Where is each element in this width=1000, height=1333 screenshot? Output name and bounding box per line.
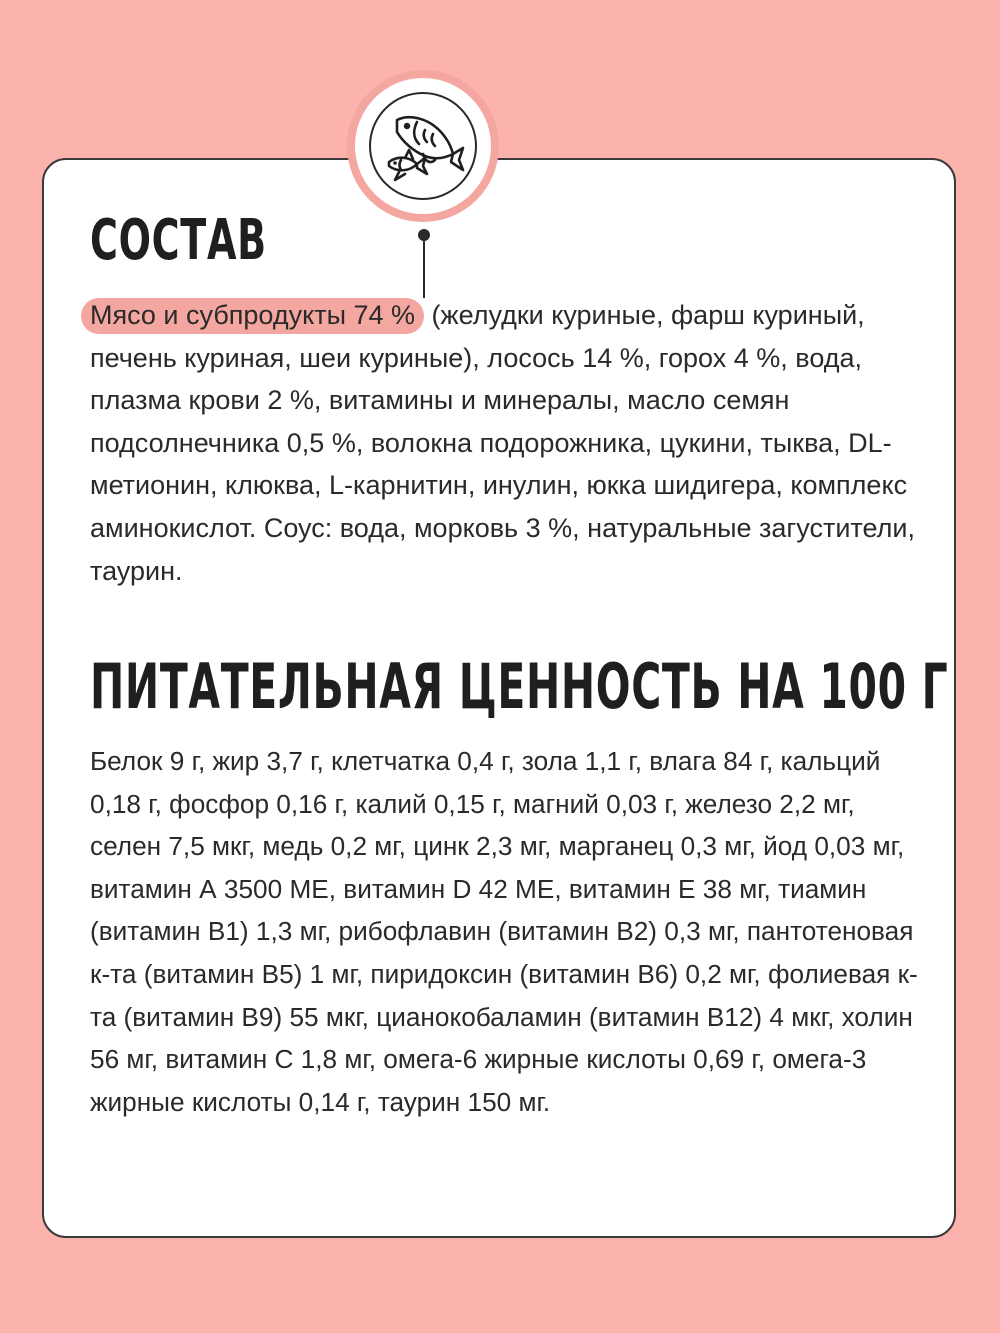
composition-title: СОСТАВ: [90, 208, 267, 273]
nutrition-text: Белок 9 г, жир 3,7 г, клетчатка 0,4 г, зола 1,1 г, влага 84 г, кальций 0,18 г, фосфор 0,16 г, калий 0,15 г, магний 0,03 г, железо 2,2 мг, селен 7,5 мкг, медь 0,2 мг, цинк 2,3 мг, марганец 0,3 мг, йод 0,03 мг, витамин А 3500 МЕ, витамин D 42 МЕ, витамин Е 38 мг, тиамин (витамин B1) 1,3 мг, рибофлавин (витамин B2) 0,3 мг, пантотеновая к-та (витамин B5) 1 мг, пиридоксин (витамин B6) 0,2 мг, фолиевая к-та (витамин B9) 55 мкг, цианокобаламин (витамин B12) 4 мкг, холин 56 мг, витамин С 1,8 мг, омега-6 жирные кислоты 0,69 г, омега-3 жирные кислоты 0,14 г, таурин 150 мг.: [90, 746, 918, 1117]
composition-highlight: Мясо и субпродукты 74 %: [81, 298, 424, 334]
fish-icon: [379, 104, 467, 192]
composition-body: (желудки куриные, фарш куриный, печень куриная, шеи куриные), лосось 14 %, горох 4 %, вода, плазма крови 2 %, витамины и минералы, масло семян подсолнечника 0,5 %, волокна подорожника, цукини, тыква, DL-метионин, клюква, L-карнитин, инулин, юкка шидигера, комплекс аминокислот. Соус: вода, морковь 3 %, натуральные загустители, таурин.: [90, 300, 915, 586]
badge-connector-dot: [418, 229, 430, 241]
badge-connector-line: [423, 234, 425, 298]
fish-badge: [347, 70, 499, 222]
nutrition-title: ПИТАТЕЛЬНАЯ ЦЕННОСТЬ НА 100 Г: [90, 650, 949, 723]
composition-text: [90, 294, 918, 592]
